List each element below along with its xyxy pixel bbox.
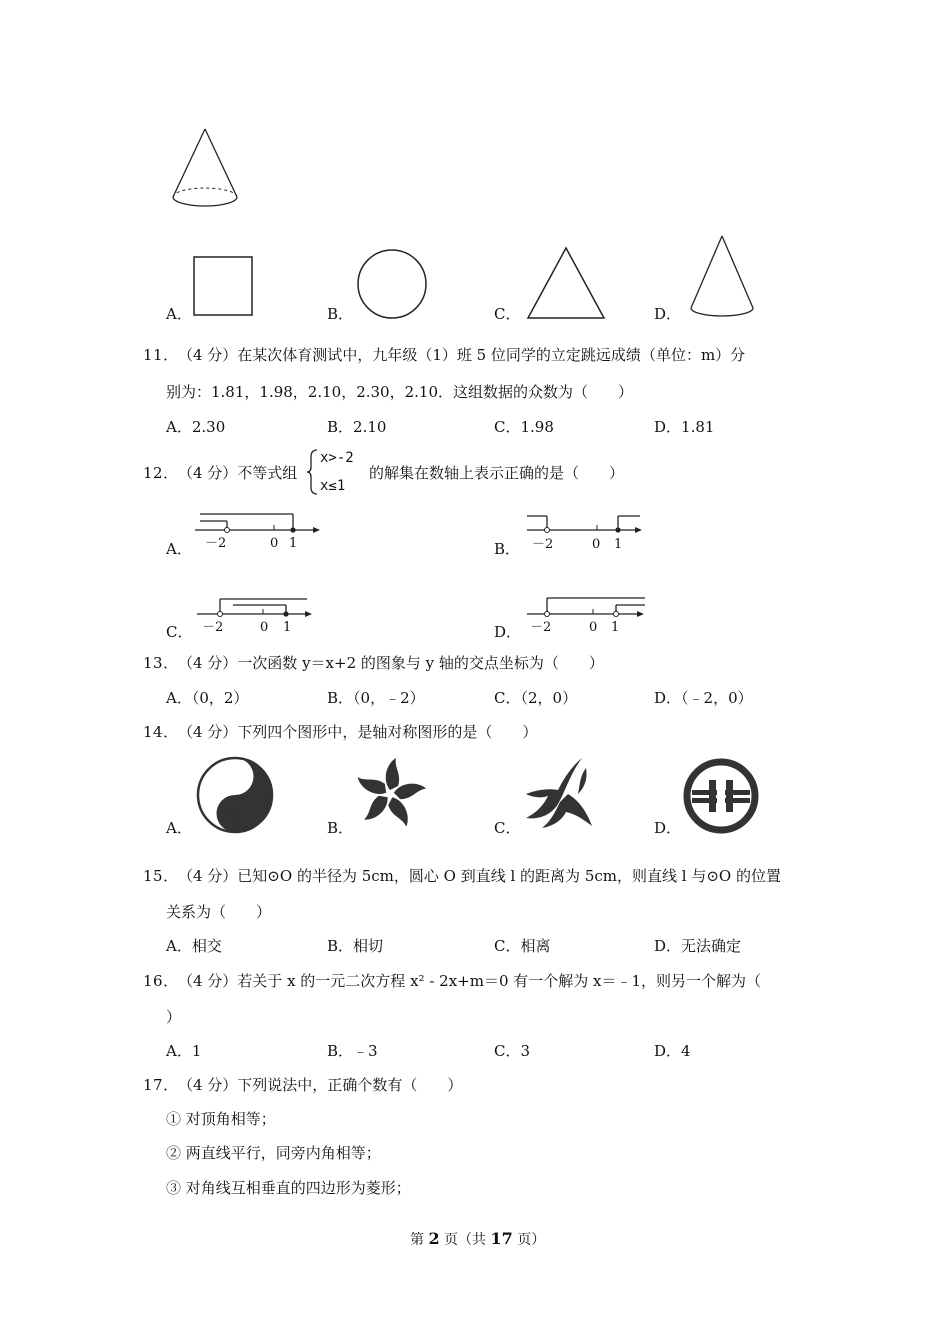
q16-option-a[interactable]: A．1 [166,1042,202,1060]
number-line-c [197,594,317,620]
q17-statement-2: ② 两直线平行，同旁内角相等； [166,1144,381,1162]
q11-text-line1: （4 分）在某次体育测试中，九年级（1）班 5 位同学的立定跳远成绩（单位：m）分 [178,346,746,364]
number-line-a-tick-1: 1 [289,536,298,551]
q13-option-d[interactable]: D．（﹣2，0） [654,689,753,707]
q10-option-c-label[interactable]: C． [494,305,521,323]
number-line-d-tick-1: 1 [611,620,620,635]
cone-figure [688,234,758,320]
q12-option-a-label[interactable]: A． [166,540,192,558]
q16-option-b[interactable]: B．﹣3 [327,1042,378,1060]
number-line-a [195,508,325,536]
q15-text-line1: （4 分）已知⊙O 的半径为 5cm，圆心 O 到直线 l 的距离为 5cm，则直线 l 与⊙O 的位置 [178,867,781,885]
q13-text: （4 分）一次函数 y＝x+2 的图象与 y 轴的交点坐标为（ ） [178,654,604,672]
q12-number: 12． [143,464,179,482]
q15-option-c[interactable]: C．相离 [494,937,551,955]
footer-page-number: 2 [428,1229,440,1248]
q12-inequality-1: x>-2 [320,450,354,466]
q15-option-d[interactable]: D．无法确定 [654,937,742,955]
q15-number: 15． [143,867,179,885]
q16-text-line1: （4 分）若关于 x 的一元二次方程 x² - 2x+m＝0 有一个解为 x＝﹣1，则另一个解为（ [178,972,762,990]
number-line-b-tick-neg2: －2 [532,537,554,552]
q14-option-a-label[interactable]: A． [166,819,192,837]
number-line-b-tick-0: 0 [592,537,601,552]
cone-main-figure [165,125,245,215]
q14-option-d-label[interactable]: D． [654,819,682,837]
q14-number: 14． [143,723,179,741]
q12-option-b-label[interactable]: B． [494,540,521,558]
q12-text-prefix: （4 分）不等式组 [178,464,298,482]
q13-option-b[interactable]: B．（0，﹣2） [327,689,425,707]
number-line-b-tick-1: 1 [614,537,623,552]
ribbon-logo-icon [522,754,602,834]
q14-option-b-label[interactable]: B． [327,819,354,837]
footer-pre: 第 [410,1232,424,1248]
q11-option-c[interactable]: C．1.98 [494,418,554,436]
q10-option-d-label[interactable]: D． [654,305,682,323]
q16-option-c[interactable]: C．3 [494,1042,531,1060]
q13-option-c[interactable]: C．（2，0） [494,689,578,707]
left-brace-icon [307,449,319,495]
q16-number: 16． [143,972,179,990]
q11-number: 11． [143,346,179,364]
yin-yang-icon [196,756,274,834]
q16-option-d[interactable]: D．4 [654,1042,691,1060]
bauhinia-flower-icon [352,756,428,832]
number-line-c-tick-0: 0 [260,620,269,635]
number-line-a-tick-neg2: －2 [205,536,227,551]
triangle-figure [526,246,606,322]
q11-option-d[interactable]: D．1.81 [654,418,715,436]
number-line-b [527,510,647,536]
q14-text: （4 分）下列四个图形中，是轴对称图形的是（ ） [178,723,538,741]
q10-option-a-label[interactable]: A． [166,305,192,323]
q11-text-line2: 别为：1.81，1.98，2.10，2.30，2.10．这组数据的众数为（ ） [166,383,633,401]
bank-emblem-icon [682,757,760,835]
q12-option-d-label[interactable]: D． [494,623,522,641]
q17-statement-3: ③ 对角线互相垂直的四边形为菱形； [166,1179,411,1197]
number-line-d-tick-0: 0 [589,620,598,635]
number-line-c-tick-neg2: －2 [202,620,224,635]
q11-option-a[interactable]: A．2.30 [166,418,226,436]
number-line-d [527,594,651,620]
number-line-d-tick-neg2: －2 [530,620,552,635]
number-line-c-tick-1: 1 [283,620,292,635]
q17-statement-1: ① 对顶角相等； [166,1110,276,1128]
square-figure [193,256,255,318]
q12-option-c-label[interactable]: C． [166,623,193,641]
circle-figure [356,248,430,322]
q13-option-a[interactable]: A．（0，2） [166,689,249,707]
q10-option-b-label[interactable]: B． [327,305,354,323]
footer-post: 页） [517,1232,546,1248]
page-footer [410,1229,545,1250]
q16-text-line2: ） [166,1008,182,1026]
footer-total-pages: 17 [490,1229,513,1248]
q12-inequality-2: x≤1 [320,478,346,494]
q15-option-a[interactable]: A．相交 [166,937,222,955]
q15-text-line2: 关系为（ ） [166,903,272,921]
footer-mid: 页（共 [444,1232,487,1248]
number-line-a-tick-0: 0 [270,536,279,551]
q13-number: 13． [143,654,179,672]
q15-option-b[interactable]: B．相切 [327,937,384,955]
q12-text-suffix: 的解集在数轴上表示正确的是（ ） [369,464,625,482]
q14-option-c-label[interactable]: C． [494,819,521,837]
q17-text: （4 分）下列说法中，正确个数有（ ） [178,1076,463,1094]
q17-number: 17． [143,1076,179,1094]
q11-option-b[interactable]: B．2.10 [327,418,387,436]
